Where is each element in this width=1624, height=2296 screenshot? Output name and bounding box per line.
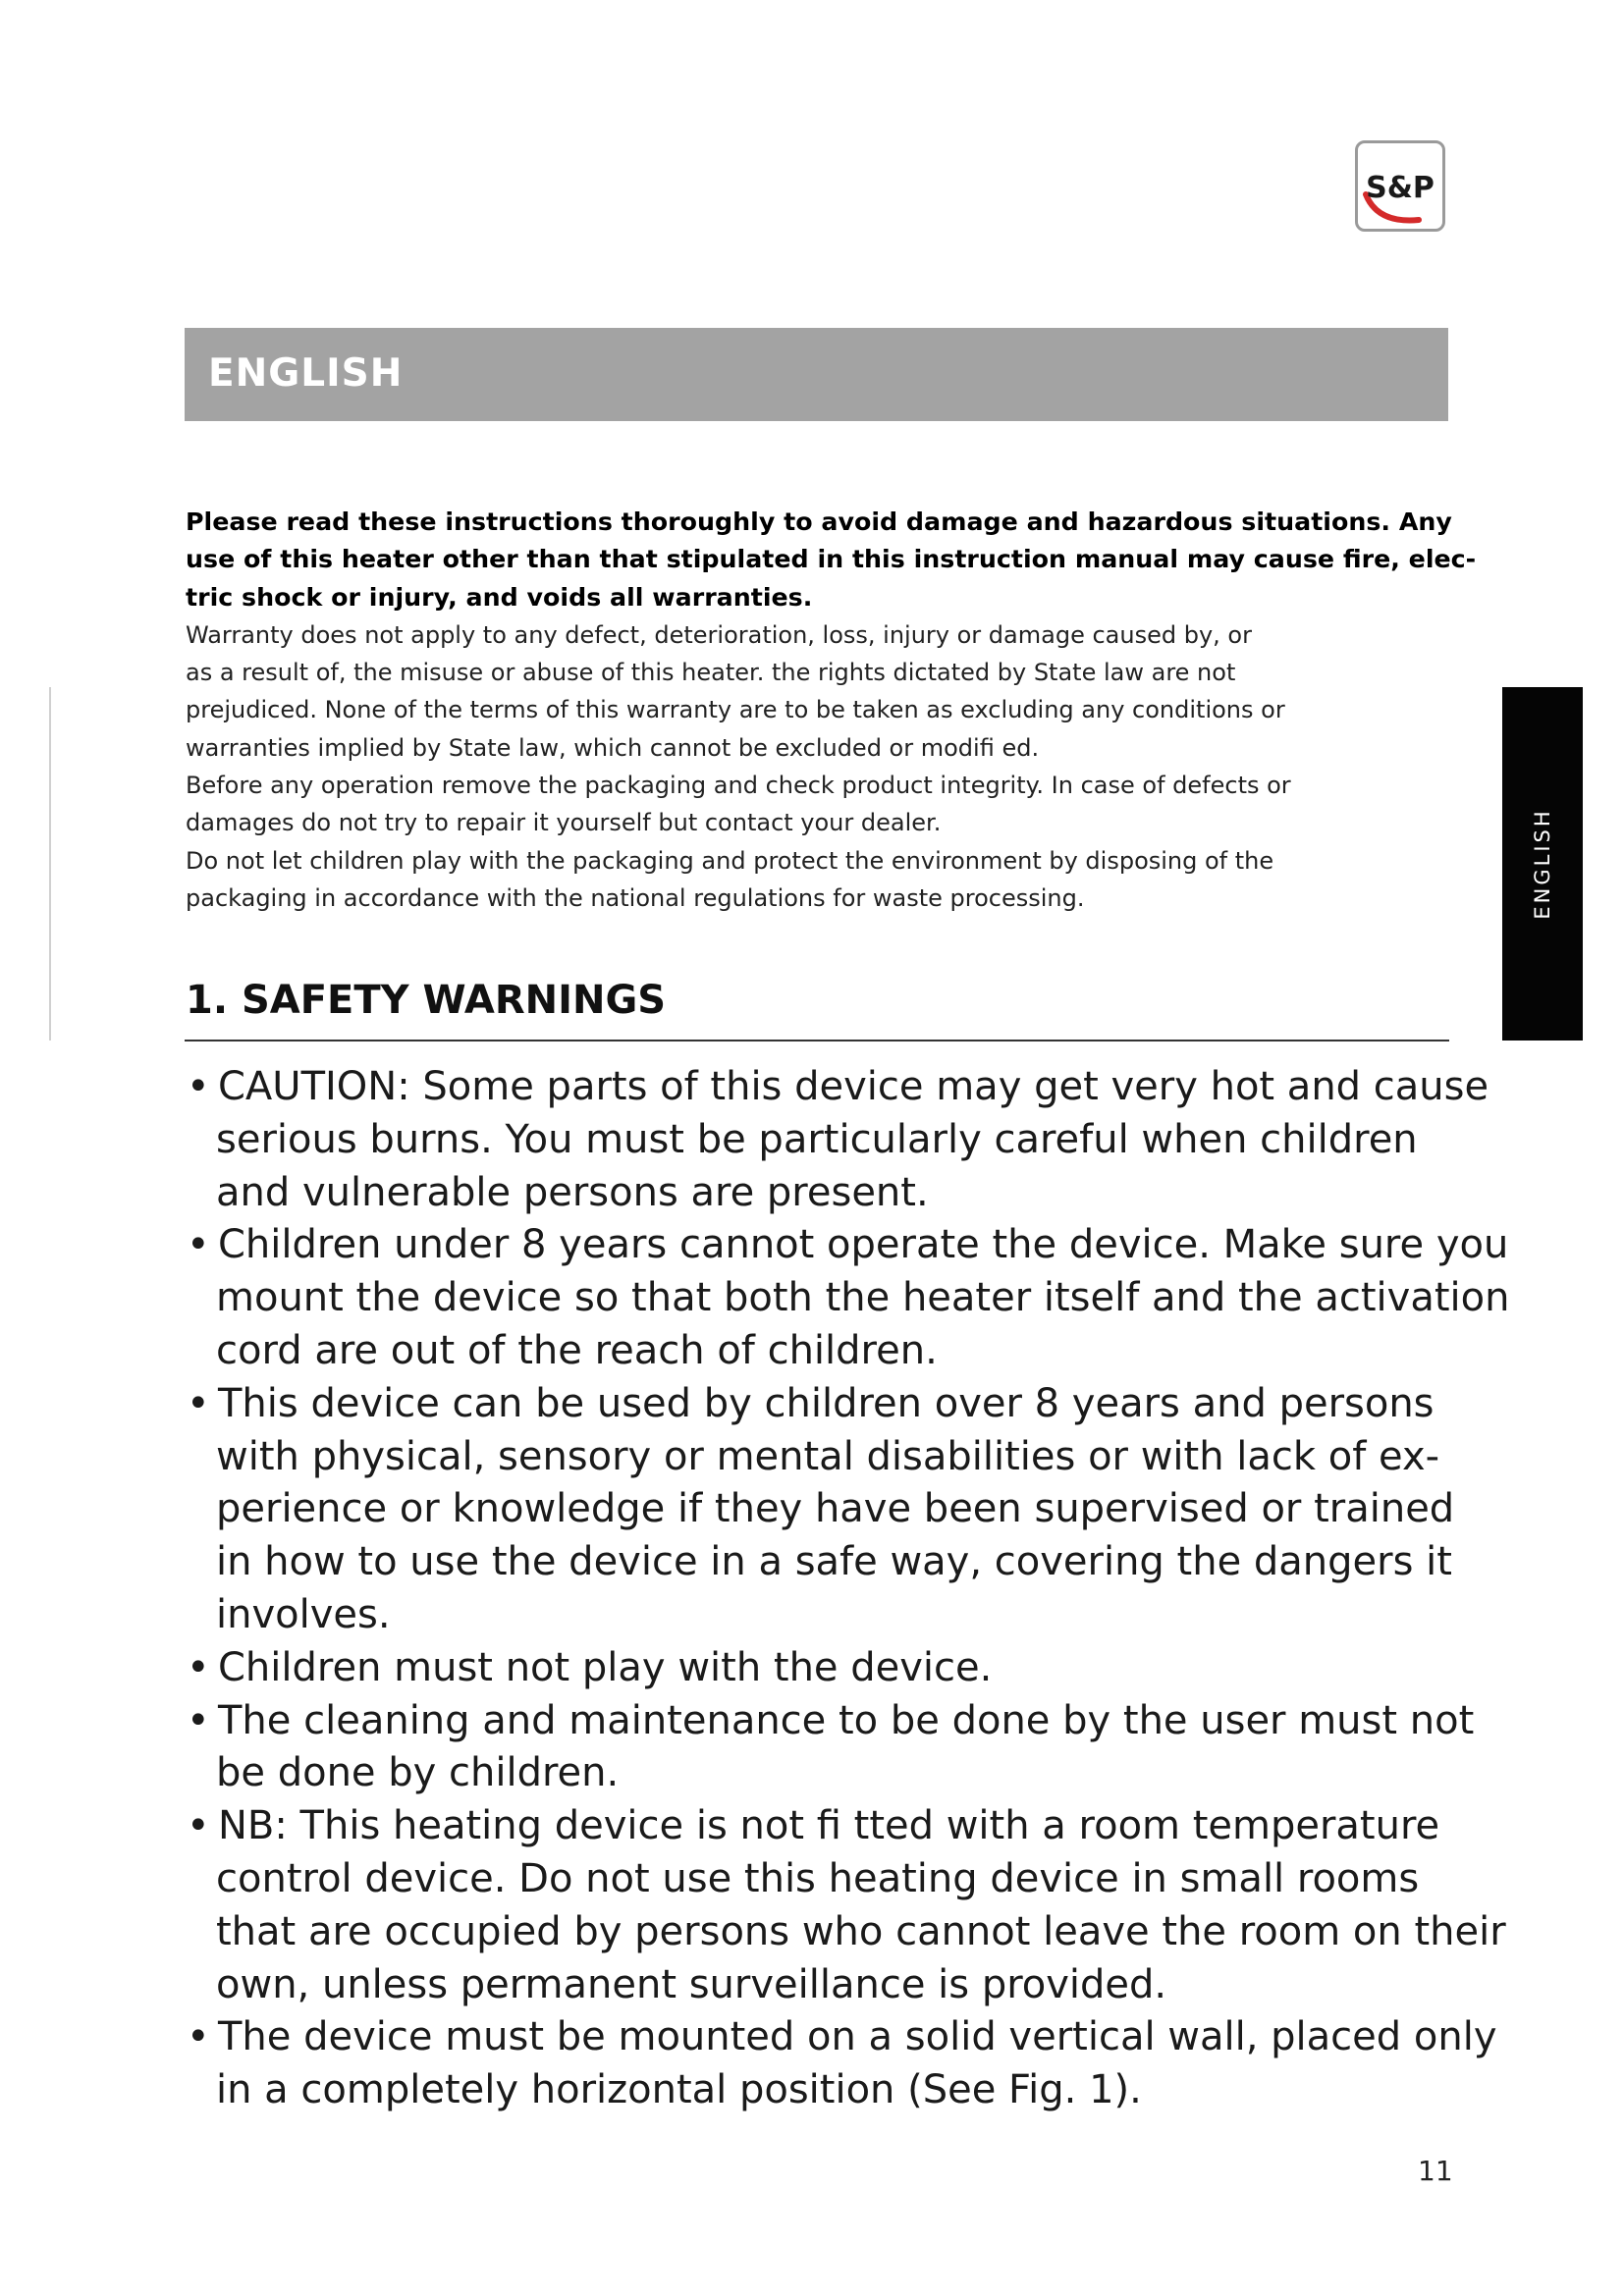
intro-line: damages do not try to repair it yourself but contact your dealer. bbox=[186, 809, 942, 837]
bullet-icon: • bbox=[187, 1644, 210, 1690]
warning-item bbox=[187, 1219, 1509, 1272]
safety-warnings-list bbox=[187, 1061, 1510, 2117]
language-side-tab-label: ENGLISH bbox=[1531, 808, 1554, 920]
intro-text bbox=[186, 504, 1477, 917]
intro-bold-line: tric shock or injury, and voids all warranties. bbox=[186, 582, 813, 612]
language-side-tab bbox=[1502, 687, 1583, 1041]
warning-text: cord are out of the reach of children. bbox=[216, 1327, 938, 1373]
bullet-icon: • bbox=[187, 1803, 210, 1849]
warning-text: The device must be mounted on a solid vertical wall, placed only bbox=[218, 2014, 1497, 2060]
warning-text: The cleaning and maintenance to be done by the user must not bbox=[218, 1697, 1475, 1743]
warning-text: Children under 8 years cannot operate the device. Make sure you bbox=[218, 1222, 1509, 1268]
warning-item bbox=[187, 1695, 1492, 1748]
warning-item-continuation bbox=[187, 1906, 1506, 1959]
warning-text: control device. Do not use this heating device in small rooms bbox=[216, 1855, 1420, 1901]
bullet-icon: • bbox=[187, 1222, 210, 1268]
warning-item-continuation bbox=[187, 1747, 1492, 1800]
warning-item-continuation bbox=[187, 1272, 1510, 1325]
warning-item bbox=[187, 1378, 1492, 1431]
warning-text: This device can be used by children over 8 years and persons bbox=[218, 1380, 1435, 1426]
intro-line: Before any operation remove the packaging and check product integrity. In case of defects or bbox=[186, 772, 1291, 800]
warning-item-continuation bbox=[187, 1589, 1492, 1642]
warning-text: with physical, sensory or mental disabilities or with lack of ex- bbox=[216, 1433, 1440, 1479]
warning-item-continuation bbox=[187, 1959, 1492, 2012]
language-banner bbox=[185, 328, 1448, 421]
warning-item-continuation bbox=[187, 1325, 1492, 1378]
warning-item-continuation bbox=[187, 1536, 1492, 1589]
intro-line: prejudiced. None of the terms of this warranty are to be taken as excluding any conditions or bbox=[186, 696, 1285, 724]
warning-text: that are occupied by persons who cannot leave the room on their bbox=[216, 1908, 1506, 1954]
warning-item bbox=[187, 2011, 1497, 2064]
warning-text: NB: This heating device is not fi tted with a room temperature bbox=[218, 1803, 1440, 1849]
bullet-icon: • bbox=[187, 1064, 210, 1109]
bullet-icon: • bbox=[187, 1697, 210, 1743]
intro-line: packaging in accordance with the national regulations for waste processing. bbox=[186, 883, 1085, 912]
intro-line: warranties implied by State law, which cannot be excluded or modifi ed. bbox=[186, 733, 1040, 762]
intro-line: Warranty does not apply to any defect, deterioration, loss, injury or damage caused by, or bbox=[186, 620, 1252, 649]
intro-line: Do not let children play with the packaging and protect the environment by disposing of the bbox=[186, 846, 1274, 875]
brand-logo-text: S&P bbox=[1366, 171, 1435, 205]
warning-item bbox=[187, 1800, 1492, 1853]
warning-item-continuation bbox=[187, 1483, 1492, 1536]
bullet-icon: • bbox=[187, 1380, 210, 1426]
intro-bold-line: Please read these instructions thoroughly to avoid damage and hazardous situations. Any bbox=[186, 507, 1452, 536]
warning-item-continuation bbox=[187, 1431, 1492, 1484]
section-divider bbox=[185, 1040, 1449, 1041]
language-banner-label: ENGLISH bbox=[208, 351, 404, 396]
warning-text: own, unless permanent surveillance is provided. bbox=[216, 1961, 1167, 2007]
warning-item-continuation bbox=[187, 1853, 1492, 1906]
margin-rule bbox=[49, 687, 51, 1041]
warning-text: in a completely horizontal position (See Fig. 1). bbox=[216, 2067, 1142, 2113]
warning-item bbox=[187, 1061, 1492, 1114]
brand-logo bbox=[1355, 140, 1445, 232]
warning-text: mount the device so that both the heater itself and the activation bbox=[216, 1275, 1510, 1321]
bullet-icon: • bbox=[187, 2014, 210, 2060]
page-number: 11 bbox=[1418, 2155, 1453, 2187]
warning-text: serious burns. You must be particularly careful when children bbox=[216, 1116, 1418, 1162]
warning-text: CAUTION: Some parts of this device may get very hot and cause bbox=[218, 1064, 1489, 1109]
warning-text: and vulnerable persons are present. bbox=[216, 1169, 929, 1215]
intro-line: as a result of, the misuse or abuse of this heater. the rights dictated by State law are not bbox=[186, 659, 1236, 687]
warning-text: in how to use the device in a safe way, covering the dangers it bbox=[216, 1539, 1452, 1585]
warning-text: Children must not play with the device. bbox=[218, 1644, 993, 1690]
warning-item bbox=[187, 1642, 1492, 1695]
section-title: 1. SAFETY WARNINGS bbox=[186, 978, 667, 1023]
warning-text: perience or knowledge if they have been supervised or trained bbox=[216, 1486, 1455, 1532]
intro-bold-line: use of this heater other than that stipulated in this instruction manual may cause fire, elec- bbox=[186, 545, 1477, 574]
warning-item-continuation bbox=[187, 1167, 1492, 1220]
warning-item-continuation bbox=[187, 2064, 1492, 2117]
warning-item-continuation bbox=[187, 1114, 1492, 1167]
warning-text: be done by children. bbox=[216, 1750, 620, 1796]
warning-text: involves. bbox=[216, 1591, 391, 1637]
